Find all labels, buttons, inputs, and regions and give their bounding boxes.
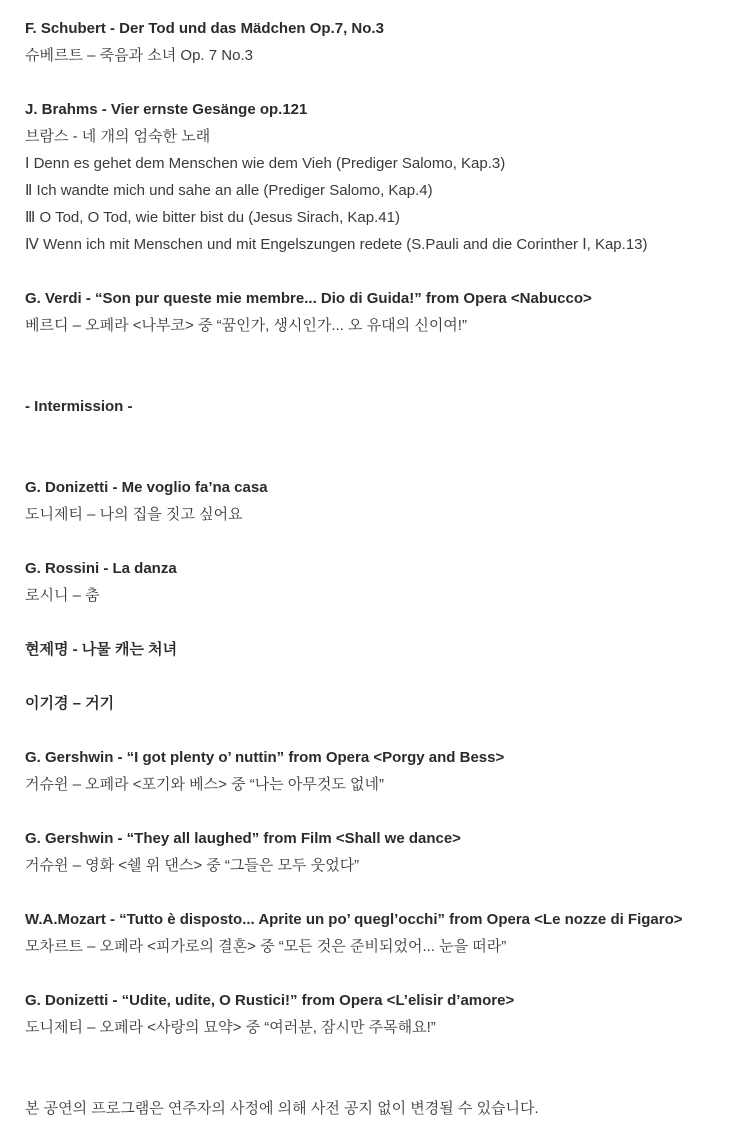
brahms-movement-2: Ⅱ Ich wandte mich und sahe an alle (Prediger Salomo, Kap.4) [25,182,433,199]
piece-subtitle-donizetti-2: 도니제티 – 오페라 <사랑의 묘약> 중 “여러분, 잠시만 주목해요!” [25,1019,436,1036]
brahms-movement-3: Ⅲ O Tod, O Tod, wie bitter bist du (Jesus Sirach, Kap.41) [25,209,400,226]
piece-title-verdi: G. Verdi - “Son pur queste mie membre... Dio di Guida!” from Opera <Nabucco> [25,290,592,307]
piece-subtitle-schubert: 슈베르트 – 죽음과 소녀 Op. 7 No.3 [25,47,253,64]
piece-title-gershwin-1: G. Gershwin - “I got plenty o’ nuttin” from Opera <Porgy and Bess> [25,749,505,766]
piece-subtitle-gershwin-1: 거슈윈 – 오페라 <포기와 베스> 중 “나는 아무것도 없네” [25,776,384,793]
piece-title-mozart: W.A.Mozart - “Tutto è disposto... Aprite un po’ quegl’occhi” from Opera <Le nozze di Figaro> [25,911,683,928]
piece-subtitle-gershwin-2: 거슈윈 – 영화 <쉘 위 댄스> 중 “그들은 모두 웃었다” [25,857,360,874]
piece-subtitle-donizetti-1: 도니제티 – 나의 집을 짓고 싶어요 [25,506,243,523]
piece-subtitle-verdi: 베르디 – 오페라 <나부코> 중 “꿈인가, 생시인가... 오 유대의 신이여!” [25,317,467,334]
program-change-notice: 본 공연의 프로그램은 연주자의 사정에 의해 사전 공지 없이 변경될 수 있습니다. [25,1100,539,1117]
piece-title-donizetti-2: G. Donizetti - “Udite, udite, O Rustici!” from Opera <L’elisir d’amore> [25,992,515,1009]
piece-title-brahms: J. Brahms - Vier ernste Gesänge op.121 [25,101,308,118]
piece-subtitle-rossini: 로시니 – 춤 [25,587,100,604]
piece-title-hyunjemyung: 현제명 - 나물 캐는 처녀 [25,641,178,658]
intermission-label: - Intermission - [25,398,133,415]
piece-title-gershwin-2: G. Gershwin - “They all laughed” from Film <Shall we dance> [25,830,461,847]
brahms-movement-1: Ⅰ Denn es gehet dem Menschen wie dem Vieh (Prediger Salomo, Kap.3) [25,155,506,172]
brahms-movement-4: Ⅳ Wenn ich mit Menschen und mit Engelszungen redete (S.Pauli and die Corinther Ⅰ, Kap.13) [25,236,648,253]
piece-title-rossini: G. Rossini - La danza [25,560,177,577]
piece-subtitle-mozart: 모차르트 – 오페라 <피가로의 결혼> 중 “모든 것은 준비되었어... 눈을 떠라” [25,938,507,955]
piece-title-schubert: F. Schubert - Der Tod und das Mädchen Op.7, No.3 [25,20,384,37]
piece-title-leegikyung: 이기경 – 거기 [25,695,115,712]
piece-subtitle-brahms: 브람스 - 네 개의 엄숙한 노래 [25,128,211,145]
piece-title-donizetti-1: G. Donizetti - Me voglio fa’na casa [25,479,268,496]
